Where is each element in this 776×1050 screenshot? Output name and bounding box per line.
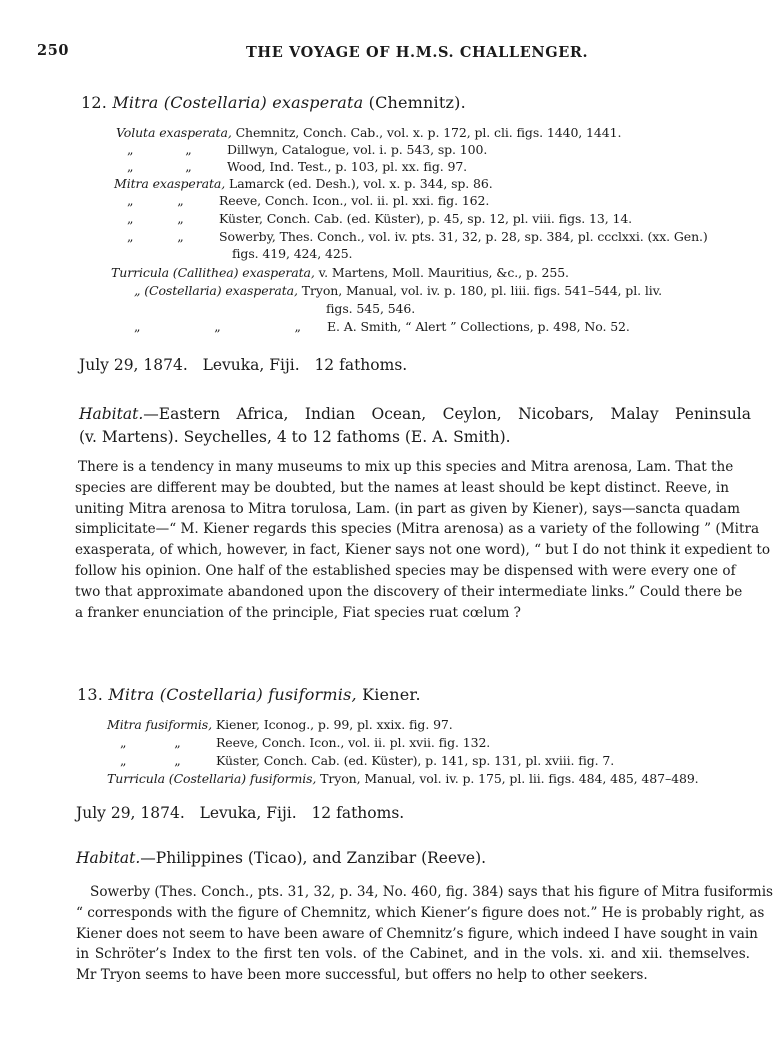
text-line: “ corresponds with the figure of Chemnitz, which Kiener’s figure does not.” He is probably right, as [76, 904, 765, 921]
habitat-text: —Philippines (Ticao), and Zanzibar (Reeve). [140, 849, 487, 867]
species-12-epithet: exasperata [272, 93, 364, 112]
species-12-discussion [75, 457, 770, 623]
habitat-text: —Eastern Africa, Indian Ocean, Ceylon, Nicobars, Malay Peninsula [143, 405, 751, 423]
text-line: a franker enunciation of the principle, Fiat species ruat cœlum ? [75, 604, 521, 621]
text-line: There is a tendency in many museums to mix up this species and Mitra arenosa, Lam. That the [78, 459, 734, 475]
text-line: two that approximate abandoned upon the discovery of their intermediate links.” Could there be [75, 583, 743, 600]
ref-text: Kiener, Iconog., p. 99, pl. xxix. fig. 97. [215, 717, 453, 732]
ref-name: Turricula (Callithea) exasperata, [111, 265, 315, 280]
ref-row [107, 770, 699, 787]
habitat-label: Habitat. [79, 405, 144, 423]
ref-row [134, 318, 630, 335]
species-13-discussion [76, 882, 774, 986]
species-12-genus: Mitra [112, 93, 159, 112]
ref-row [127, 210, 632, 227]
ref-name: Mitra fusiformis, [107, 717, 212, 732]
ref-row [114, 175, 493, 192]
ref-ditto: „ „ [127, 211, 184, 226]
species-12-station: July 29, 1874. Levuka, Fiji. 12 fathoms. [79, 356, 408, 374]
species-12-author: (Chemnitz). [368, 93, 466, 112]
ref-row [107, 716, 453, 733]
ref-text: Reeve, Conch. Icon., vol. ii. pl. xvii. fig. 132. [216, 735, 491, 750]
species-12-heading [81, 93, 466, 112]
running-title: THE VOYAGE OF H.M.S. CHALLENGER. [246, 44, 589, 61]
ref-text: Sowerby, Thes. Conch., vol. iv. pts. 31, 32, p. 28, sp. 384, pl. ccclxxi. (xx. Gen.) [219, 229, 708, 244]
text-line: species are different may be doubted, but the names at least should be kept distinct. Reeve, in [75, 479, 729, 496]
ref-row [326, 300, 415, 317]
ref-text: Reeve, Conch. Icon., vol. ii. pl. xxi. fig. 162. [219, 193, 490, 208]
text-line: in Schröter’s Index to the first ten vols. of the Cabinet, and in the vols. xi. and xii. themselves. [76, 946, 750, 963]
ref-text: Dillwyn, Catalogue, vol. i. p. 543, sp. 100. [227, 142, 488, 157]
species-13-author: Kiener. [362, 685, 421, 704]
ref-text: Küster, Conch. Cab. (ed. Küster), p. 141, sp. 131, pl. xviii. fig. 7. [216, 753, 615, 768]
ref-text: Küster, Conch. Cab. (ed. Küster), p. 45, sp. 12, pl. viii. figs. 13, 14. [219, 211, 633, 226]
species-13-subgenus: (Costellaria) [159, 685, 263, 704]
species-13-station: July 29, 1874. Levuka, Fiji. 12 fathoms. [76, 804, 405, 822]
ref-name: Mitra exasperata, [114, 176, 226, 191]
species-12-subgenus: (Costellaria) [163, 93, 267, 112]
ref-row [116, 124, 621, 141]
text-line: follow his opinion. One half of the established species may be dispensed with were every one of [75, 562, 736, 579]
ref-text: E. A. Smith, “ Alert ” Collections, p. 498, No. 52. [327, 319, 630, 334]
species-13-epithet: fusiformis, [268, 685, 357, 704]
ref-name: Turricula (Costellaria) fusiformis, [107, 771, 317, 786]
ref-text: Lamarck (ed. Desh.), vol. x. p. 344, sp. 86. [229, 176, 493, 191]
page-number: 250 [37, 42, 70, 59]
ref-ditto: „ „ [120, 753, 181, 768]
ref-ditto: „ „ [127, 193, 184, 208]
ref-name: Voluta exasperata, [116, 125, 232, 140]
ref-text: figs. 419, 424, 425. [232, 246, 353, 261]
ref-row [120, 752, 614, 769]
ref-ditto: „ „ „ [134, 319, 301, 334]
ref-row [134, 282, 662, 299]
habitat-text: (v. Martens). Seychelles, 4 to 12 fathoms (E. A. Smith). [79, 428, 511, 446]
text-line: Kiener does not seem to have been aware of Chemnitz’s figure, which indeed I have sought in vain [76, 925, 758, 942]
ref-row [127, 141, 487, 158]
ref-text: Tryon, Manual, vol. iv. p. 180, pl. liii. figs. 541–544, pl. liv. [301, 283, 662, 298]
ref-ditto: „ „ [127, 159, 192, 174]
ref-row [232, 245, 352, 262]
ref-text: Wood, Ind. Test., p. 103, pl. xx. fig. 97. [227, 159, 468, 174]
ref-text: Tryon, Manual, vol. iv. p. 175, pl. lii. figs. 484, 485, 487–489. [320, 771, 699, 786]
species-13-genus: Mitra [108, 685, 155, 704]
text-line: uniting Mitra arenosa to Mitra torulosa, Lam. (in part as given by Kiener), says—sancta quadam [75, 500, 741, 517]
text-line: Sowerby (Thes. Conch., pts. 31, 32, p. 34, No. 460, fig. 384) says that his figure of Mitra fusiformis [90, 884, 774, 900]
habitat-label: Habitat. [76, 849, 141, 867]
ref-text: v. Martens, Moll. Mauritius, &c., p. 255. [318, 265, 569, 280]
text-line: simplicitate—“ M. Kiener regards this species (Mitra arenosa) as a variety of the following ” (Mitra [75, 521, 760, 538]
species-12-number: 12. [81, 93, 108, 112]
ref-ditto: „ „ [120, 735, 181, 750]
text-line: exasperata, of which, however, in fact, Kiener says not one word), “ but I do not think it expedient to [75, 542, 770, 559]
text-line: Mr Tryon seems to have been more successful, but offers no help to other seekers. [76, 967, 648, 984]
ref-row [127, 192, 489, 209]
ref-text: Chemnitz, Conch. Cab., vol. x. p. 172, pl. cli. figs. 1440, 1441. [235, 125, 622, 140]
species-12-habitat [79, 403, 751, 449]
ref-row [127, 158, 467, 175]
ref-row [120, 734, 490, 751]
ref-name: „ (Costellaria) exasperata, [134, 283, 298, 298]
species-13-heading [77, 685, 421, 704]
ref-row [111, 264, 569, 281]
ref-ditto: „ „ [127, 229, 184, 244]
ref-ditto: „ „ [127, 142, 192, 157]
species-13-number: 13. [77, 685, 104, 704]
ref-text: figs. 545, 546. [326, 301, 416, 316]
ref-row [127, 228, 708, 245]
species-13-habitat [76, 849, 486, 867]
